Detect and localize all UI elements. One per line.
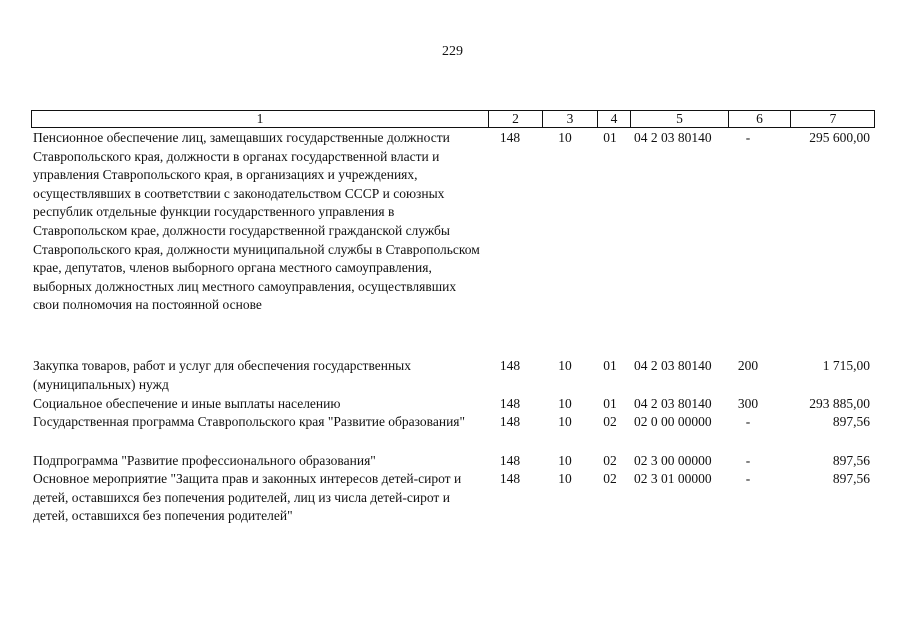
row-col-5: 02 0 00 00000 [634,414,712,429]
row-col-2: 148 [499,471,521,486]
row-col-4: 01 [603,130,617,145]
row-col-2: 148 [499,453,521,468]
row-col-6: - [745,414,751,429]
row-col-7: 897,56 [832,414,870,429]
row-col-6: - [745,471,751,486]
column-header-6: 6 [728,111,790,127]
row-col-5: 04 2 03 80140 [634,130,712,145]
row-col-5: 04 2 03 80140 [634,358,712,373]
column-header-2: 2 [488,111,542,127]
row-name: Социальное обеспечение и иные выплаты населению [33,396,341,411]
column-header-5: 5 [630,111,728,127]
row-col-3: 10 [558,358,572,373]
column-header-1: 1 [256,111,264,126]
row-col-2: 148 [499,396,521,411]
row-col-7: 897,56 [832,453,870,468]
row-name: Государственная программа Ставропольского края "Развитие образования" [33,414,466,429]
row-col-3: 10 [558,130,572,145]
row-col-4: 01 [603,358,617,373]
row-col-4: 02 [603,471,617,486]
row-col-4: 02 [603,453,617,468]
row-col-7: 293 885,00 [809,396,870,411]
row-col-5: 04 2 03 80140 [634,396,712,411]
row-col-3: 10 [558,396,572,411]
row-name: Закупка товаров, работ и услуг для обеспечения государственных (муниципальных) нужд [33,358,412,392]
column-header-4: 4 [597,111,630,127]
row-col-5: 02 3 00 00000 [634,453,712,468]
row-col-4: 02 [603,414,617,429]
table-header-row [31,110,875,128]
row-col-6: - [745,130,751,145]
page-number: 229 [442,44,463,59]
row-col-3: 10 [558,453,572,468]
row-col-7: 1 715,00 [822,358,870,373]
row-col-6: - [745,453,751,468]
row-name: Основное мероприятие "Защита прав и законных интересов детей-сирот и детей, оставшихся без попечения родителей, лиц из числа детей-сирот и детей, оставшихся без попечения родителей" [33,471,462,524]
row-name: Пенсионное обеспечение лиц, замещавших государственные должности Ставропольского края, должности в органах государственной власти и управления Ставропольского края, в организациях и учреждениях, осуществлявших в соответствии с законодательством СССР и союзных республик отдельные функции государственного управления в Ставропольском крае, должности государственной гражданской службы Ставропольского края, должности муниципальной службы в Ставропольском крае, депутатов, членов выборного органа местного самоуправления, выборных должностных лиц местного самоуправления, осуществлявших свои полномочия на постоянной основе [33,130,480,313]
row-col-6: 300 [737,396,759,411]
column-header-3: 3 [542,111,597,127]
row-col-7: 897,56 [832,471,870,486]
row-col-3: 10 [558,414,572,429]
row-col-6: 200 [737,358,759,373]
row-col-2: 148 [499,130,521,145]
row-col-2: 148 [499,358,521,373]
row-col-4: 01 [603,396,617,411]
row-name: Подпрограмма "Развитие профессионального образования" [33,453,376,468]
row-col-2: 148 [499,414,521,429]
row-col-5: 02 3 01 00000 [634,471,712,486]
row-col-7: 295 600,00 [809,130,870,145]
column-header-7: 7 [790,111,875,127]
row-col-3: 10 [558,471,572,486]
